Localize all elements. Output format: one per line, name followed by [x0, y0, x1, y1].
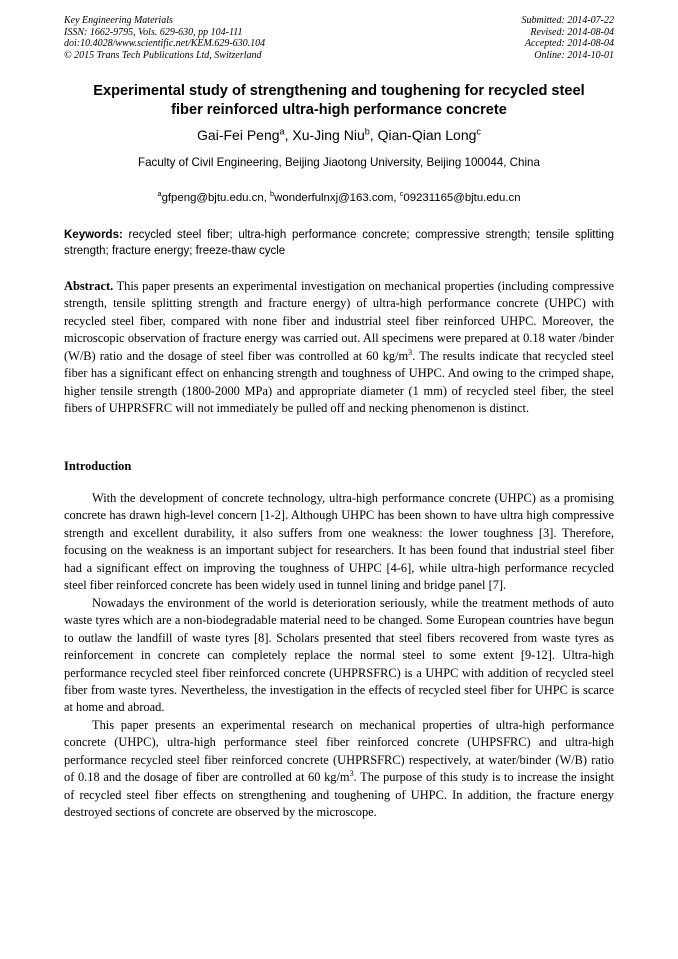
paper-title [60, 82, 618, 120]
journal-info [64, 15, 265, 61]
journal-name: Key Engineering Materials [64, 15, 173, 26]
email-address: 09231165@bjtu.edu.cn [403, 192, 521, 204]
email-affil-mark: c [399, 189, 404, 199]
email-affil-mark: a [157, 189, 162, 199]
email-address: gfpeng@bjtu.edu.cn [161, 192, 264, 204]
publication-dates [522, 15, 615, 61]
email-separator: , [263, 192, 271, 204]
author-affil-mark: b [364, 126, 370, 137]
accepted-date: Accepted: 2014-08-04 [524, 38, 614, 49]
author-name: Qian-Qian Long [377, 127, 477, 143]
intro-paragraph-3-continued: . The purpose of this study is to increase the insight of recycled steel fiber effects on strengthening and toughening of UHPC. In addition, the fracture energy destroyed sections of concrete are observed by the microscope. [64, 770, 615, 820]
abstract-label: Abstract. [64, 279, 114, 293]
author-affil-mark: c [476, 126, 481, 137]
title-line-1: Experimental study of strengthening and toughening for recycled steel [93, 83, 585, 99]
revised-date: Revised: 2014-08-04 [530, 26, 614, 38]
intro-paragraph-1: With the development of concrete technology, ultra-high performance concrete (UHPC) as a promising concrete has drawn high-level concern [1-2]. Although UHPC has been shown to have ultra high compressive strength and excellent durability, it also suffers from one weakness: the lower toughness [3]. Therefore, focusing on the weakness is an important subject for researchers. It has been found that industrial steel fiber had a significant effect on improving the toughness of UHPC [4-6], while ultra-high performance recycled steel fiber reinforced concrete has been widely used in tunnel lining and bridge panel [7]. [64, 491, 614, 593]
keywords-block [64, 228, 614, 259]
doi-line: doi:10.4028/www.scientific.net/KEM.629-630.104 [64, 38, 266, 49]
keywords-text: recycled steel fiber; ultra-high performance concrete; compressive strength; tensile splitting strength; fracture energy; freeze-thaw cycle [64, 229, 614, 257]
introduction-heading: Introduction [64, 459, 132, 473]
abstract-superscript: 3 [408, 347, 413, 357]
author-separator: , [369, 127, 378, 143]
author-list [40, 126, 638, 144]
intro-paragraph-3 [64, 717, 614, 822]
author-name: Xu-Jing Niu [292, 127, 365, 143]
email-list [40, 191, 638, 206]
author-affil-mark: a [279, 126, 285, 137]
abstract-block [64, 278, 614, 418]
keywords-label: Keywords: [64, 229, 123, 241]
email-affil-mark: b [270, 189, 275, 199]
intro-superscript: 3 [349, 769, 354, 779]
email-separator: , [393, 192, 400, 204]
title-line-2: fiber reinforced ultra-high performance concrete [171, 102, 507, 118]
abstract-text-continued: . The results indicate that recycled steel fiber has a significant effect on enhancing strength and toughness of UHPC. And owing to the crimped shape, higher tensile strength (1800-2000 MPa) and appropriate diameter (1 mm) of recycled steel fiber, the steel fibers of UHPRSFRC will not immediately be pulled off and necking phenomenon is distinct. [64, 348, 614, 416]
abstract-text: This paper presents an experimental investigation on mechanical properties (including compressive strength, tensile splitting strength and fracture energy) of ultra-high performance concrete (UHPC) with recycled steel fiber, compared with none fiber and industrial steel fiber reinforced UHPC. Moreover, the microscopic observation of fracture energy was carried out. All specimens were prepared at 0.18 water /binder (W/B) ratio and the dosage of steel fiber was controlled at 60 kg/m [64, 279, 615, 363]
online-date: Online: 2014-10-01 [534, 49, 614, 61]
intro-paragraph-2: Nowadays the environment of the world is deterioration seriously, while the treatment methods of auto waste tyres which are a non-biodegradable material need to be changed. Some European countries have begun to outlaw the landfill of waste tyres [8]. Scholars presented that steel fibers recovered from waste tyres as reinforcement in concrete can completely replace the normal steel to some extent [9-12]. Ultra-high performance recycled steel fiber reinforced concrete (UHPRSFRC) is a UHPC with addition of recycled steel fiber from waste tyres. Nevertheless, the investigation in the effects of recycled steel fiber for UHPC is scarce at home and abroad. [64, 595, 614, 715]
issn-line: ISSN: 1662-9795, Vols. 629-630, pp 104-111 [64, 26, 243, 38]
submitted-date: Submitted: 2014-07-22 [521, 15, 614, 26]
author-name: Gai-Fei Peng [197, 127, 280, 143]
copyright-line: © 2015 Trans Tech Publications Ltd, Switzerland [64, 49, 262, 61]
author-separator: , [284, 127, 293, 143]
intro-paragraph-3-text: This paper presents an experimental research on mechanical properties of ultra-high performance concrete (UHPC), ultra-high performance steel fiber reinforced concrete (UHPSFRC) and ultra-high performance recycled steel fiber reinforced concrete (UHPRSFRC) respectively, at water/binder (W/B) ratio of 0.18 and the dosage of fiber are controlled at 60 kg/m [64, 717, 614, 785]
email-address: wonderfulnxj@163.com [274, 192, 394, 204]
affiliation: Faculty of Civil Engineering, Beijing Jiaotong University, Beijing 100044, China [138, 156, 540, 169]
introduction-body [64, 490, 614, 822]
